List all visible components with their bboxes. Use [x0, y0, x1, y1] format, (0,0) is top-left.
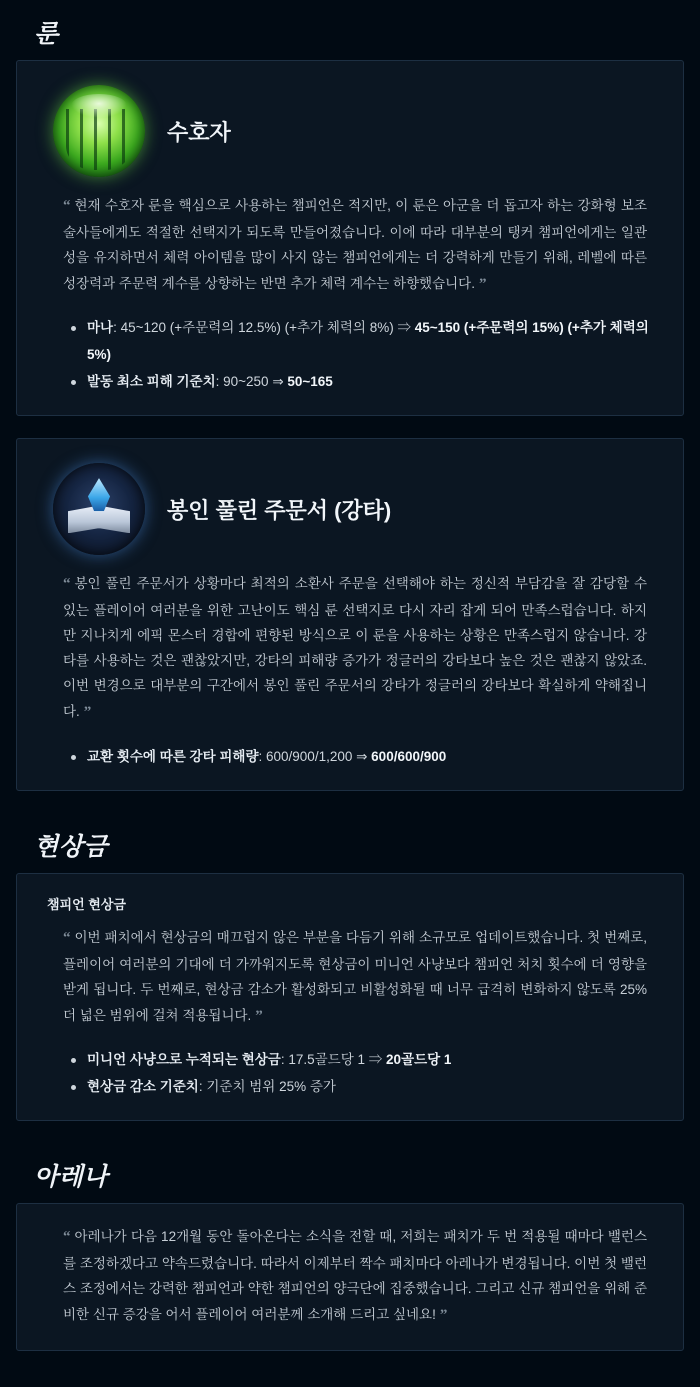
stat-new-value: 50~165: [287, 374, 333, 390]
quote-text: 봉인 풀린 주문서가 상황마다 최적의 소환사 주문을 선택해야 하는 정신적 부담감을 잘 감당할 수 있는 플레이어 여러분을 위한 고난이도 핵심 룬 선택지로 다시 자리 잡게 되어 만족스럽습니다. 하지만 지나치게 에픽 몬스터 경합에 편향된 방식으로 이 룬을 사용하는 상황은 만족스럽지 않습니다. 강타를 사용하는 것은 괜찮았지만, 강타의 피해량 증가가 정글러의 강타보다 높은 것은 괜찮지 않았죠. 이번 변경으로 대부분의 구간에서 봉인 풀린 주문서의 강타가 정글러의 강타보다 확실하게 약해집니다.: [63, 576, 647, 720]
quote-text: 현재 수호자 룬을 핵심으로 사용하는 챔피언은 적지만, 이 룬은 아군을 더 돕고자 하는 강화형 보조술사들에게도 적절한 선택지가 되도록 만들어졌습니다. 이에 따라 대부분의 탱커 챔피언에게는 일관성을 유지하면서 체력 아이템을 많이 사지 않는 챔피언에게는 더 강력하게 만들기 위해, 레벨에 따른 성장력과 주문력 계수를 상향하는 반면 추가 체력 계수는 하향했습니다.: [63, 198, 647, 291]
card-unsealed-spellbook: [16, 438, 684, 790]
champion-header: [37, 79, 663, 191]
designer-quote: [37, 569, 663, 726]
stat-label: 마나: [87, 320, 114, 336]
stat-label: 발동 최소 피해 기준치: [87, 374, 216, 390]
quote-text: 이번 패치에서 현상금의 매끄럽지 않은 부분을 다듬기 위해 소규모로 업데이트했습니다. 첫 번째로, 플레이어 여러분의 기대에 더 가까워지도록 현상금이 미니언 사냥보다 챔피언 처치 횟수에 더 영향을 받게 됩니다. 두 번째로, 현상금 감소가 활성화되고 비활성화될 때 너무 급격히 변화하지 않도록 25% 더 넓은 범위에 걸쳐 적용됩니다.: [63, 929, 647, 1023]
stat-old-value: 기준치 범위 25% 증가: [206, 1079, 336, 1095]
subsection-heading: 챔피언 현상금: [47, 896, 126, 912]
quote-open-mark: “: [63, 1229, 71, 1246]
unsealed-spellbook-icon: [53, 463, 145, 555]
quote-text: 아레나가 다음 12개월 동안 돌아온다는 소식을 전할 때, 저희는 패치가 두 번 적용될 때마다 밸런스를 조정하겠다고 약속드렸습니다. 따라서 이제부터 짝수 패치마다 아레나가 변경됩니다. 이번 첫 밸런스 조정에서는 강력한 챔피언과 약한 챔피언의 양극단에 집중했습니다. 그리고 신규 챔피언을 위해 준비한 신규 증강을 어서 플레이어 여러분께 소개해 드리고 싶네요!: [63, 1229, 647, 1322]
designer-quote: [37, 191, 663, 298]
champion-name: 수호자: [167, 119, 231, 145]
stat-separator: :: [258, 748, 267, 764]
stat-old-value: 600/900/1,200 ⇒: [266, 748, 372, 764]
card-champion-bounty: [16, 873, 684, 1121]
quote-close-mark: ”: [478, 275, 487, 292]
stat-label: 현상금 감소 기준치: [87, 1079, 199, 1095]
champion-name: 봉인 풀린 주문서 (강타): [167, 497, 392, 523]
stat-separator: :: [215, 374, 224, 390]
stat-new-value: 20골드당 1: [386, 1052, 452, 1068]
change-list: [37, 743, 663, 770]
stat-old-value: 45~120 (+주문력의 12.5%) (+추가 체력의 8%) ⇒: [120, 320, 415, 336]
quote-open-mark: “: [63, 576, 71, 593]
change-list: [37, 1046, 663, 1100]
section-title-arena: 아레나: [34, 1163, 108, 1192]
list-item: [87, 1046, 653, 1073]
quote-open-mark: “: [63, 929, 71, 946]
quote-close-mark: ”: [83, 704, 92, 721]
stat-label: 교환 횟수에 따른 강타 피해량: [87, 748, 259, 764]
list-item: [87, 314, 653, 368]
section-title-bounties: 현상금: [34, 832, 108, 861]
quote-close-mark: ”: [439, 1306, 448, 1323]
stat-separator: :: [280, 1052, 289, 1068]
list-item: [87, 743, 653, 770]
quote-close-mark: ”: [255, 1007, 263, 1024]
list-item: [87, 368, 653, 395]
stat-old-value: 17.5골드당 1 ⇒: [288, 1052, 387, 1068]
section-title-runes: 룬: [34, 20, 59, 48]
guardian-rune-icon: [53, 85, 145, 177]
stat-new-value: 600/600/900: [371, 748, 447, 764]
stat-new-value: 45~150 (+주문력의 15%) (+추가 체력의 5%): [87, 320, 649, 363]
stat-label: 미니언 사냥으로 누적되는 현상금: [87, 1052, 281, 1068]
card-arena: [16, 1203, 684, 1350]
stat-separator: :: [198, 1079, 207, 1095]
list-item: [87, 1073, 653, 1100]
change-list: [37, 314, 663, 395]
quote-open-mark: “: [63, 198, 71, 214]
designer-quote: [37, 923, 663, 1030]
champion-header: [37, 457, 663, 569]
card-guardian: [16, 60, 684, 416]
designer-quote: [37, 1222, 663, 1329]
stat-separator: :: [113, 320, 121, 336]
stat-old-value: 90~250 ⇒: [223, 374, 288, 390]
